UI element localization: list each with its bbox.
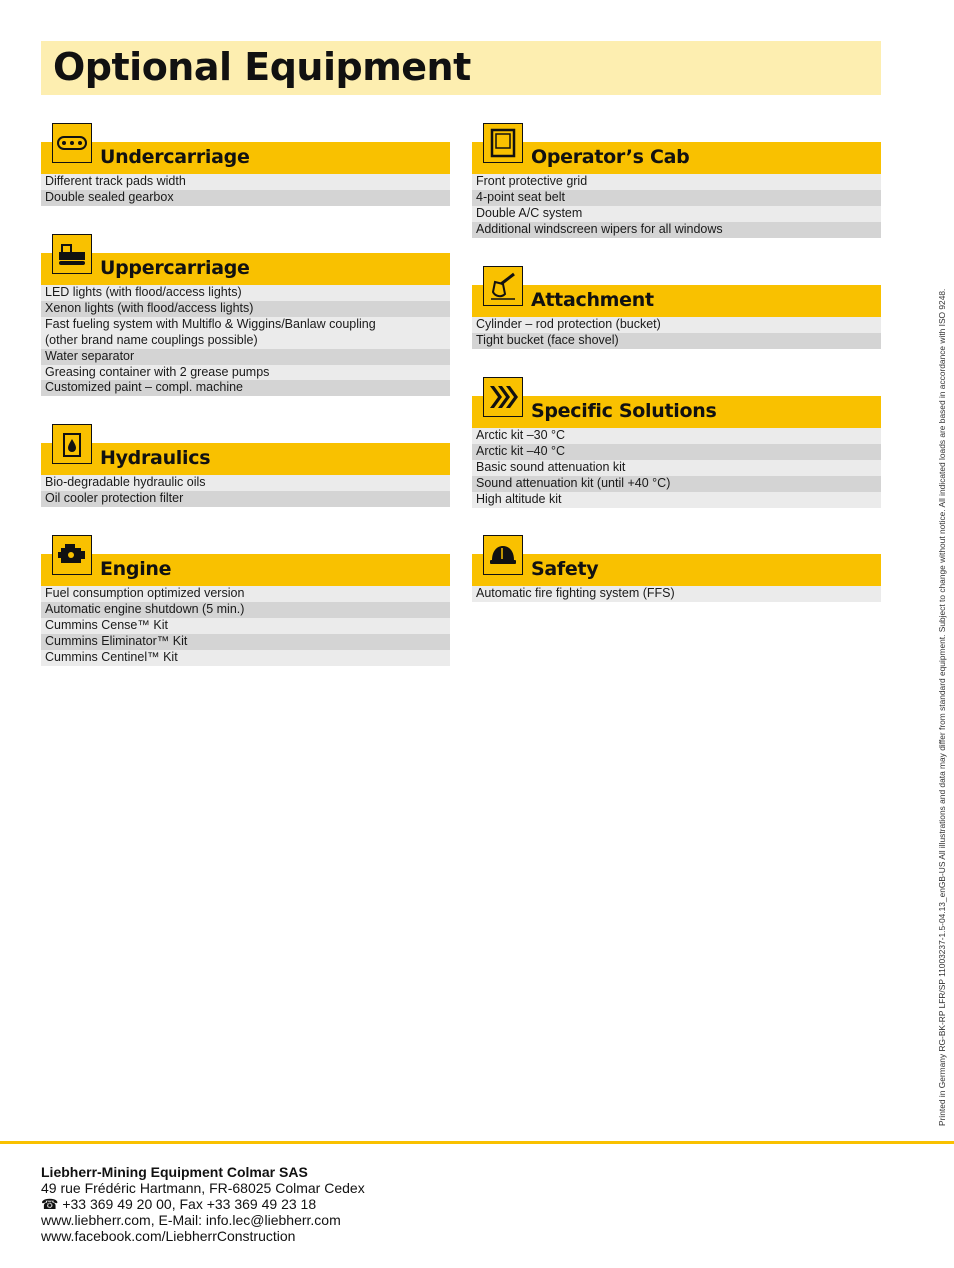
section-title: Undercarriage bbox=[100, 146, 250, 168]
list-item: Fast fueling system with Multiflo & Wiggins/Banlaw coupling bbox=[41, 317, 450, 333]
section-specific-solutions bbox=[472, 396, 881, 508]
section-uppercarriage bbox=[41, 253, 450, 396]
list-item: Arctic kit –40 °C bbox=[472, 444, 881, 460]
title-band bbox=[41, 41, 881, 95]
section-header bbox=[41, 554, 450, 586]
item-list bbox=[472, 428, 881, 508]
footer-web[interactable]: www.liebherr.com, E-Mail: info.lec@liebherr.com bbox=[41, 1212, 341, 1228]
helmet-icon bbox=[483, 535, 523, 575]
list-item: Additional windscreen wipers for all windows bbox=[472, 222, 881, 238]
list-item: Cummins Centinel™ Kit bbox=[41, 650, 450, 666]
list-item: Water separator bbox=[41, 349, 450, 365]
list-item: Cummins Cense™ Kit bbox=[41, 618, 450, 634]
list-item: Different track pads width bbox=[41, 174, 450, 190]
list-item: Cylinder – rod protection (bucket) bbox=[472, 317, 881, 333]
section-operators-cab bbox=[472, 142, 881, 238]
footer-phone: ☎ +33 369 49 20 00, Fax +33 369 49 23 18 bbox=[41, 1196, 317, 1212]
bucket-arm-icon bbox=[483, 266, 523, 306]
page-title: Optional Equipment bbox=[53, 45, 471, 89]
chevrons-icon bbox=[483, 377, 523, 417]
list-item: Basic sound attenuation kit bbox=[472, 460, 881, 476]
section-header bbox=[472, 285, 881, 317]
item-list bbox=[41, 174, 450, 206]
footer bbox=[41, 1164, 365, 1244]
list-item: Xenon lights (with flood/access lights) bbox=[41, 301, 450, 317]
section-header bbox=[472, 554, 881, 586]
list-item: Customized paint – compl. machine bbox=[41, 380, 450, 396]
list-item: Cummins Eliminator™ Kit bbox=[41, 634, 450, 650]
list-item: Fuel consumption optimized version bbox=[41, 586, 450, 602]
list-item: Automatic fire fighting system (FFS) bbox=[472, 586, 881, 602]
footer-facebook[interactable]: www.facebook.com/LiebherrConstruction bbox=[41, 1228, 296, 1244]
section-header bbox=[472, 142, 881, 174]
section-attachment bbox=[472, 285, 881, 349]
section-header bbox=[41, 253, 450, 285]
list-item: Tight bucket (face shovel) bbox=[472, 333, 881, 349]
footer-divider bbox=[0, 1141, 954, 1144]
list-item: Oil cooler protection filter bbox=[41, 491, 450, 507]
list-item: LED lights (with flood/access lights) bbox=[41, 285, 450, 301]
item-list bbox=[472, 174, 881, 238]
list-item: (other brand name couplings possible) bbox=[41, 333, 450, 349]
list-item: Sound attenuation kit (until +40 °C) bbox=[472, 476, 881, 492]
item-list bbox=[472, 317, 881, 349]
section-title: Specific Solutions bbox=[531, 400, 717, 422]
list-item: Automatic engine shutdown (5 min.) bbox=[41, 602, 450, 618]
section-safety bbox=[472, 554, 881, 602]
side-disclaimer: Printed in Germany RG-BK-RP LFR/SP 11003237-1.5-04.13_enGB-US All illustrations and data may differ from standard equipment. Subject to change without notice. All indicated loads are based in accordance with ISO 9248. bbox=[937, 288, 947, 1126]
oil-drop-icon bbox=[52, 424, 92, 464]
list-item: Front protective grid bbox=[472, 174, 881, 190]
engine-icon bbox=[52, 535, 92, 575]
footer-address: 49 rue Frédéric Hartmann, FR-68025 Colmar Cedex bbox=[41, 1180, 365, 1196]
list-item: Arctic kit –30 °C bbox=[472, 428, 881, 444]
section-header bbox=[41, 142, 450, 174]
item-list bbox=[472, 586, 881, 602]
section-engine bbox=[41, 554, 450, 666]
item-list bbox=[41, 586, 450, 666]
list-item: Double A/C system bbox=[472, 206, 881, 222]
list-item: Bio-degradable hydraulic oils bbox=[41, 475, 450, 491]
section-undercarriage bbox=[41, 142, 450, 206]
section-title: Engine bbox=[100, 558, 172, 580]
footer-company: Liebherr-Mining Equipment Colmar SAS bbox=[41, 1164, 308, 1180]
list-item: 4-point seat belt bbox=[472, 190, 881, 206]
cab-icon bbox=[483, 123, 523, 163]
list-item: High altitude kit bbox=[472, 492, 881, 508]
section-header bbox=[41, 443, 450, 475]
section-title: Uppercarriage bbox=[100, 257, 250, 279]
section-title: Operator’s Cab bbox=[531, 146, 690, 168]
list-item: Greasing container with 2 grease pumps bbox=[41, 365, 450, 381]
section-title: Safety bbox=[531, 558, 599, 580]
section-header bbox=[472, 396, 881, 428]
track-icon bbox=[52, 123, 92, 163]
item-list bbox=[41, 285, 450, 396]
item-list bbox=[41, 475, 450, 507]
list-item: Double sealed gearbox bbox=[41, 190, 450, 206]
section-title: Hydraulics bbox=[100, 447, 211, 469]
excavator-body-icon bbox=[52, 234, 92, 274]
section-title: Attachment bbox=[531, 289, 654, 311]
section-hydraulics bbox=[41, 443, 450, 507]
